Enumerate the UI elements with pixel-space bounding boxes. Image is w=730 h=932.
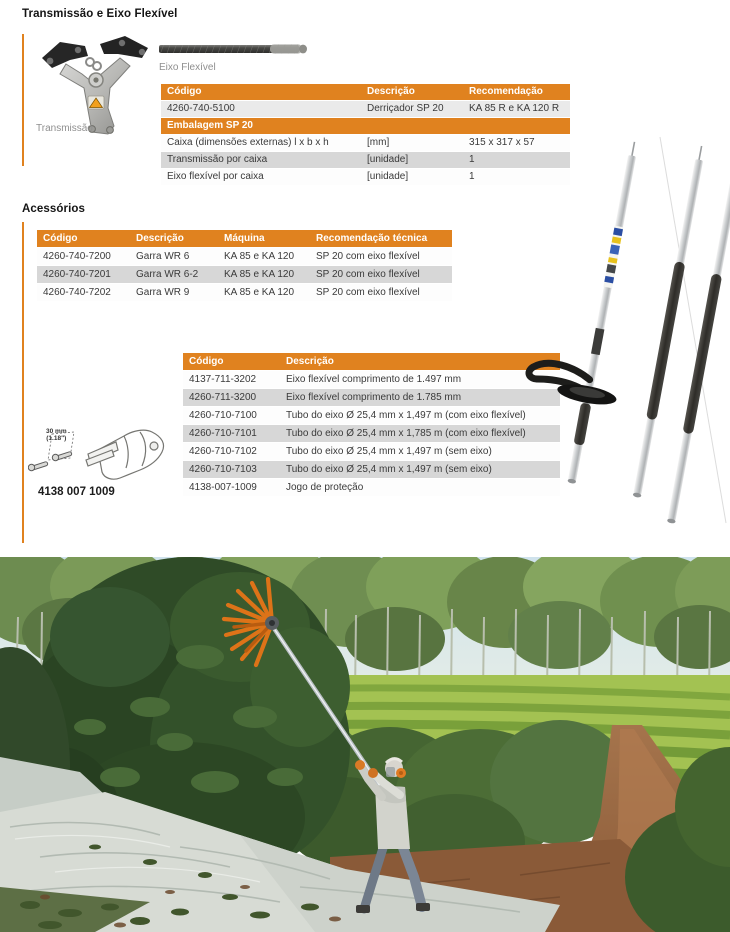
table-header-row bbox=[183, 353, 560, 371]
table-pecas bbox=[183, 353, 560, 497]
cell-maquina: KA 85 e KA 120 bbox=[224, 251, 295, 262]
cell-value: 1 bbox=[469, 154, 475, 165]
cell-value: 315 x 317 x 57 bbox=[469, 137, 535, 148]
cell-recomendacao: KA 85 R e KA 120 R bbox=[469, 103, 560, 114]
cell-unit: [mm] bbox=[367, 137, 390, 148]
cell-value: 1 bbox=[469, 171, 475, 182]
table-row bbox=[183, 443, 560, 461]
table-row bbox=[183, 479, 560, 497]
pole-plain bbox=[632, 145, 707, 498]
pole-grip bbox=[682, 273, 722, 434]
column-header: Código bbox=[189, 356, 224, 367]
cell-codigo: 4260-710-7101 bbox=[189, 428, 257, 439]
cell-descricao: Garra WR 6 bbox=[136, 251, 190, 262]
pole-plain bbox=[666, 163, 730, 524]
column-header: Código bbox=[167, 86, 202, 97]
boot bbox=[356, 905, 370, 913]
transmission-image-caption: Transmissão bbox=[36, 123, 93, 134]
table-header-row bbox=[37, 230, 452, 248]
table-row bbox=[161, 135, 570, 152]
boot bbox=[416, 903, 430, 911]
table-row bbox=[37, 266, 452, 284]
table-row bbox=[37, 284, 452, 302]
cell-descricao: Garra WR 6-2 bbox=[136, 269, 199, 280]
table-derricador-sp20 bbox=[161, 84, 570, 186]
column-header: Descrição bbox=[136, 233, 184, 244]
table-header-row bbox=[161, 84, 570, 101]
cell-codigo: 4260-740-7202 bbox=[43, 287, 111, 298]
table-row bbox=[37, 248, 452, 266]
table-row bbox=[161, 169, 570, 186]
cell-descricao: Tubo do eixo Ø 25,4 mm x 1,497 m (sem eixo) bbox=[286, 464, 492, 475]
cell-recomendacao: SP 20 com eixo flexível bbox=[316, 287, 420, 298]
pole-grip bbox=[573, 403, 591, 446]
cell-maquina: KA 85 e KA 120 bbox=[224, 287, 295, 298]
cell-descricao: Eixo flexível comprimento de 1.497 mm bbox=[286, 374, 462, 385]
pole-grip bbox=[646, 261, 685, 420]
cell-label: Caixa (dimensões externas) l x b x h bbox=[167, 137, 329, 148]
section-title-acessorios: Acessórios bbox=[22, 203, 86, 215]
table-row bbox=[161, 152, 570, 169]
column-header: Máquina bbox=[224, 233, 265, 244]
table-row bbox=[183, 389, 560, 407]
cell-codigo: 4260-710-7103 bbox=[189, 464, 257, 475]
cell-descricao: Jogo de proteção bbox=[286, 482, 364, 493]
glove bbox=[368, 768, 378, 778]
section-title-transmissao: Transmissão e Eixo Flexível bbox=[22, 8, 178, 20]
screw-icon bbox=[28, 451, 72, 470]
cell-descricao: Eixo flexível comprimento de 1.785 mm bbox=[286, 392, 462, 403]
cell-unit: [unidade] bbox=[367, 171, 409, 182]
cell-recomendacao: SP 20 com eixo flexível bbox=[316, 269, 420, 280]
cell-descricao: Tubo do eixo Ø 25,4 mm x 1,497 m (sem eixo) bbox=[286, 446, 492, 457]
table-subheader-row bbox=[161, 118, 570, 135]
column-header: Código bbox=[43, 233, 78, 244]
column-header: Descrição bbox=[367, 86, 415, 97]
table-row bbox=[183, 371, 560, 389]
cell-label: Transmissão por caixa bbox=[167, 154, 268, 165]
subheader-label: Embalagem SP 20 bbox=[167, 120, 253, 131]
guard-dimension-label: 30 mm (1.18") bbox=[46, 428, 67, 442]
table-row bbox=[183, 425, 560, 443]
cell-codigo: 4260-710-7102 bbox=[189, 446, 257, 457]
photo-coffee-harvesting bbox=[0, 557, 730, 932]
flexible-shaft-image-caption: Eixo Flexível bbox=[159, 62, 216, 73]
cell-unit: [unidade] bbox=[367, 154, 409, 165]
guard-part-number: 4138 007 1009 bbox=[38, 486, 115, 498]
cell-codigo: 4260-740-7201 bbox=[43, 269, 111, 280]
pole-with-head bbox=[518, 133, 663, 489]
table-row bbox=[183, 461, 560, 479]
section-accent-bar bbox=[22, 222, 24, 543]
cell-codigo: 4137-711-3202 bbox=[189, 374, 257, 385]
cell-descricao: Derriçador SP 20 bbox=[367, 103, 444, 114]
column-header: Descrição bbox=[286, 356, 334, 367]
cell-descricao: Tubo do eixo Ø 25,4 mm x 1,785 m (com eixo flexível) bbox=[286, 428, 526, 439]
cell-codigo: 4260-711-3200 bbox=[189, 392, 257, 403]
cell-descricao: Tubo do eixo Ø 25,4 mm x 1,497 m (com eixo flexível) bbox=[286, 410, 526, 421]
table-row bbox=[183, 407, 560, 425]
table-row bbox=[161, 101, 570, 118]
section-accent-bar bbox=[22, 34, 24, 166]
cell-recomendacao: SP 20 com eixo flexível bbox=[316, 251, 420, 262]
guard-outline bbox=[86, 430, 164, 479]
glove bbox=[355, 760, 365, 770]
cell-codigo: 4138-007-1009 bbox=[189, 482, 257, 493]
column-header: Recomendação técnica bbox=[316, 233, 428, 244]
mesh-visor bbox=[386, 767, 395, 777]
cell-descricao: Garra WR 9 bbox=[136, 287, 190, 298]
cell-codigo: 4260-710-7100 bbox=[189, 410, 257, 421]
protection-set-drawing bbox=[28, 420, 178, 486]
cell-codigo: 4260-740-5100 bbox=[167, 103, 235, 114]
cell-codigo: 4260-740-7200 bbox=[43, 251, 111, 262]
cell-label: Eixo flexível por caixa bbox=[167, 171, 264, 182]
shaft-tubes-product-image bbox=[518, 133, 730, 533]
flexible-shaft-product-image bbox=[158, 42, 310, 56]
model-text-band bbox=[591, 328, 604, 355]
cell-maquina: KA 85 e KA 120 bbox=[224, 269, 295, 280]
table-acessorios bbox=[37, 230, 452, 302]
column-header: Recomendação bbox=[469, 86, 543, 97]
